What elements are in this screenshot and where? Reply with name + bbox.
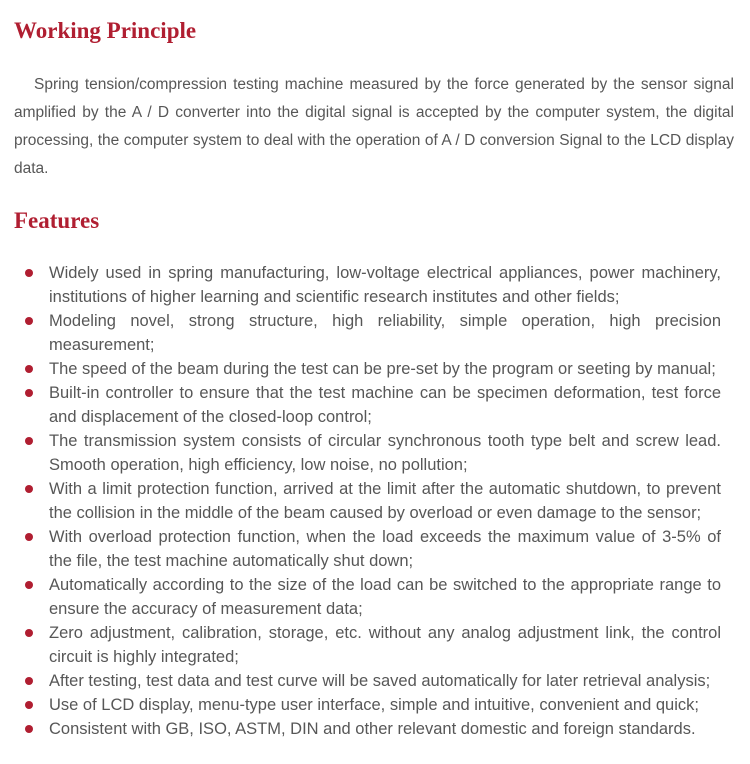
feature-item-text: Zero adjustment, calibration, storage, etc. without any analog adjustment link, the control circuit is highly integrated;	[49, 624, 721, 666]
feature-list-item	[25, 669, 721, 693]
feature-item-text: After testing, test data and test curve will be saved automatically for later retrieval analysis;	[49, 672, 711, 690]
feature-item-text: The transmission system consists of circular synchronous tooth type belt and screw lead. Smooth operation, high efficiency, low noise, no pollution;	[49, 432, 721, 474]
feature-list-item	[25, 477, 721, 525]
bullet-icon	[25, 725, 33, 733]
feature-item-text: Built-in controller to ensure that the test machine can be specimen deformation, test force and displacement of the closed-loop control;	[49, 384, 721, 426]
bullet-icon	[25, 269, 33, 277]
working-principle-paragraph: Spring tension/compression testing machine measured by the force generated by the sensor signal amplified by the A / D converter into the digital signal is accepted by the computer system, the digital processing, the computer system to deal with the operation of A / D conversion Signal to the LCD display data.	[14, 76, 734, 177]
feature-list-item	[25, 381, 721, 429]
feature-list-item	[25, 693, 721, 717]
feature-list-item	[25, 261, 721, 309]
bullet-icon	[25, 485, 33, 493]
feature-item-text: Widely used in spring manufacturing, low-voltage electrical appliances, power machinery, institutions of higher learning and scientific research institutes and other fields;	[49, 264, 721, 306]
feature-list-item	[25, 621, 721, 669]
bullet-icon	[25, 437, 33, 445]
bullet-icon	[25, 365, 33, 373]
feature-item-text: Consistent with GB, ISO, ASTM, DIN and other relevant domestic and foreign standards.	[49, 720, 696, 738]
bullet-icon	[25, 677, 33, 685]
feature-list-item	[25, 357, 721, 381]
feature-item-text: Automatically according to the size of the load can be switched to the appropriate range to ensure the accuracy of measurement data;	[49, 576, 721, 618]
features-list	[0, 261, 750, 741]
feature-list-item	[25, 573, 721, 621]
feature-item-text: With overload protection function, when the load exceeds the maximum value of 3-5% of the file, the test machine automatically shut down;	[49, 528, 721, 570]
bullet-icon	[25, 533, 33, 541]
bullet-icon	[25, 317, 33, 325]
feature-item-text: Modeling novel, strong structure, high reliability, simple operation, high precision measurement;	[49, 312, 721, 354]
feature-item-text: The speed of the beam during the test can be pre-set by the program or seeting by manual;	[49, 360, 716, 378]
feature-list-item	[25, 429, 721, 477]
feature-item-text: Use of LCD display, menu-type user interface, simple and intuitive, convenient and quick;	[49, 696, 699, 714]
bullet-icon	[25, 389, 33, 397]
working-principle-heading: Working Principle	[14, 18, 197, 43]
feature-list-item	[25, 717, 721, 741]
bullet-icon	[25, 701, 33, 709]
features-heading: Features	[14, 208, 100, 233]
feature-item-text: With a limit protection function, arrived at the limit after the automatic shutdown, to prevent the collision in the middle of the beam caused by overload or even damage to the sensor;	[49, 480, 721, 522]
feature-list-item	[25, 525, 721, 573]
feature-list-item	[25, 309, 721, 357]
bullet-icon	[25, 581, 33, 589]
bullet-icon	[25, 629, 33, 637]
